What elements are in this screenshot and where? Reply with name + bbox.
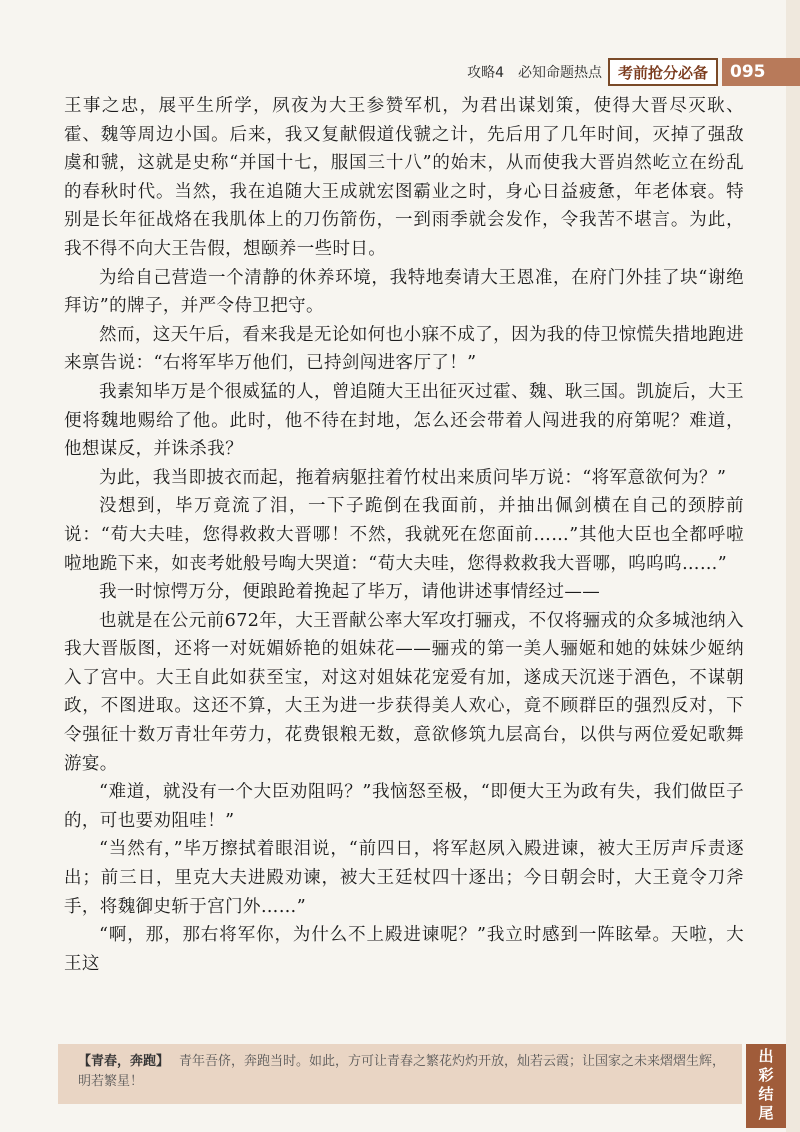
page-number: 095 <box>722 58 800 86</box>
paragraph: 我素知毕万是个很威猛的人，曾追随大王出征灭过霍、魏、耿三国。凯旋后，大王便将魏地赐给了他。此时，他不待在封地，怎么还会带着人闯进我的府第呢？难道，他想谋反，并诛杀我？ <box>64 381 744 460</box>
paragraph: 王事之忠，展平生所学，夙夜为大王参赞军机，为君出谋划策，使得大晋尽灭耿、霍、魏等周边小国。后来，我又复献假道伐虢之计，先后用了几年时间，灭掉了强敌虞和虢，这就是史称“并国十七，服国三十八”的始末，从而使我大晋岿然屹立在纷乱的春秋时代。当然，我在追随大王成就宏图霸业之时，身心日益疲惫，年老体衰。特别是长年征战烙在我肌体上的刀伤箭伤，一到雨季就会发作，令我苦不堪言。为此，我不得不向大王告假，想颐养一些时日。 <box>64 96 744 259</box>
page-header <box>0 58 800 88</box>
page-edge <box>786 0 800 1132</box>
footer-box <box>58 1044 742 1104</box>
paragraph: 为此，我当即披衣而起，拖着病躯拄着竹杖出来质问毕万说：“将军意欲何为？” <box>99 467 727 488</box>
paragraph: “当然有，”毕万擦拭着眼泪说，“前四日，将军赵夙入殿进谏，被大王厉声斥责逐出；前三日，里克大夫进殿劝谏，被大王廷杖四十逐出；今日朝会时，大王竟令刀斧手，将魏御史斩于宫门外……” <box>64 839 744 917</box>
section-title: 攻略4 必知命题热点 <box>467 65 602 81</box>
paragraph: 没想到，毕万竟流了泪，一下子跪倒在我面前，并抽出佩剑横在自己的颈脖前说：“荀大夫哇，您得救救大晋哪！不然，我就死在您面前……”其他大臣也全都呼啦啦地跪下来，如丧考妣般号啕大哭道：“荀大夫哇，您得救救我大晋哪，呜呜呜……” <box>64 496 744 574</box>
header-badge: 考前抢分必备 <box>608 58 718 86</box>
footer-label: 【青春，奔跑】 <box>78 1054 170 1069</box>
paragraph: “难道，就没有一个大臣劝阻吗？”我恼怒至极，“即便大王为政有失，我们做臣子的，可也要劝阻哇！” <box>64 782 744 831</box>
footer-text: 青年吾侪，奔跑当时。如此，方可让青春之繁花灼灼开放，灿若云霞；让国家之未来熠熠生辉，明若繁星！ <box>78 1054 726 1089</box>
paragraph: 也就是在公元前672年，大王晋献公率大军攻打骊戎，不仅将骊戎的众多城池纳入我大晋版图，还将一对妩媚娇艳的姐妹花——骊戎的第一美人骊姬和她的妹妹少姬纳入了宫中。大王自此如获至宝，对这对姐妹花宠爱有加，遂成天沉迷于酒色，不谋朝政，不图进取。这还不算，大王为进一步获得美人欢心，竟不顾群臣的强烈反对，下令强征十数万青壮年劳力，花费银粮无数，意欲修筑九层高台，以供与两位爱妃歌舞游宴。 <box>64 610 744 774</box>
paragraph: 为给自己营造一个清静的休养环境，我特地奏请大王恩准，在府门外挂了块“谢绝拜访”的牌子，并严令侍卫把守。 <box>64 267 744 317</box>
paragraph: 我一时惊愕万分，便踉跄着挽起了毕万，请他讲述事情经过—— <box>99 582 601 603</box>
paragraph: “啊，那，那右将军你，为什么不上殿进谏呢？”我立时感到一阵眩晕。天啦，大王这 <box>64 925 744 974</box>
paragraph: 然而，这天午后，看来我是无论如何也小寐不成了，因为我的侍卫惊慌失措地跑进来禀告说：“右将军毕万他们，已持剑闯进客厅了！” <box>64 324 744 374</box>
side-tab: 出彩结尾 <box>746 1044 786 1128</box>
article-body <box>64 92 744 978</box>
